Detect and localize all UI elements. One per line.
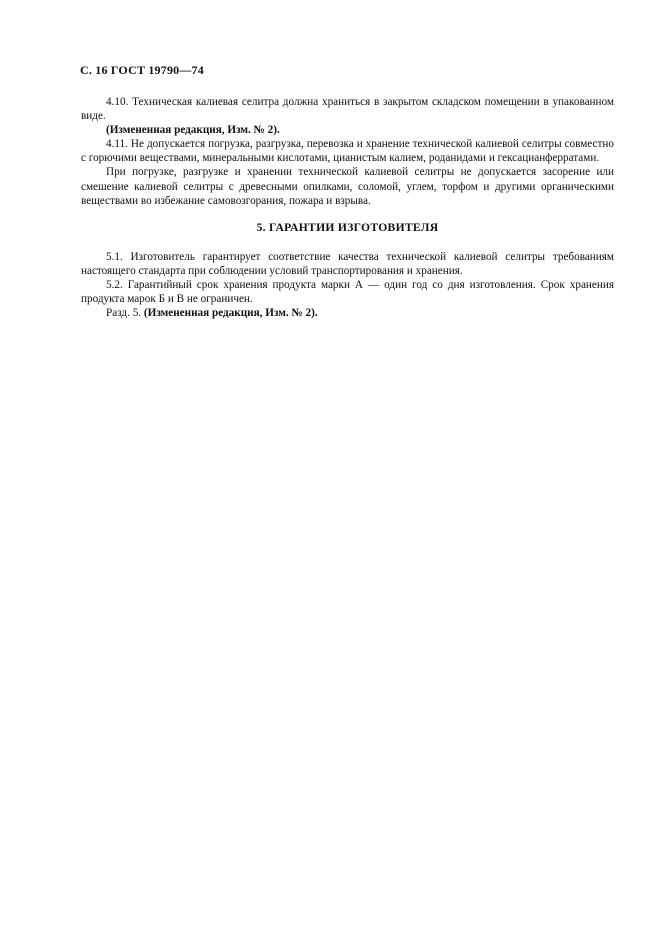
- section-5-title: 5. ГАРАНТИИ ИЗГОТОВИТЕЛЯ: [256, 220, 439, 234]
- amendment-note: (Измененная редакция, Изм. № 2).: [106, 124, 280, 137]
- paragraph-5-1: 5.1. Изготовитель гарантирует соответствие качества технической калиевой селитры требованиям настоящего стандарта при соблюдении условий транспортирования и хранения.: [81, 250, 614, 277]
- paragraph-loading-note: При погрузке, разгрузке и хранении технической калиевой селитры не допускается засорение или смешение калиевой селитры с древесными опилками, соломой, углем, торфом и другими органическими веществами во избежание самовозгорания, пожара и взрыва.: [81, 166, 614, 207]
- ref-bold: (Измененная редакция, Изм. № 2).: [143, 307, 318, 320]
- paragraph-4-11: 4.11. Не допускается погрузка, разгрузка, перевозка и хранение технической калиевой селитры совместно с горючими веществами, минеральными кислотами, цианистым калием, роданидами и гексацианферратами.: [81, 138, 614, 165]
- page-header: С. 16 ГОСТ 19790—74: [80, 63, 204, 77]
- document-body: [81, 95, 614, 320]
- paragraph-5-2: 5.2. Гарантийный срок хранения продукта марки А — один год со дня изготовления. Срок хранения продукта марок Б и В не ограничен.: [81, 279, 614, 306]
- paragraph-4-10: 4.10. Техническая калиевая селитра должна храниться в закрытом складском помещении в упакованном виде.: [81, 96, 614, 123]
- ref-prefix: Разд. 5.: [106, 307, 142, 320]
- section-5-amendment-ref: [81, 306, 614, 320]
